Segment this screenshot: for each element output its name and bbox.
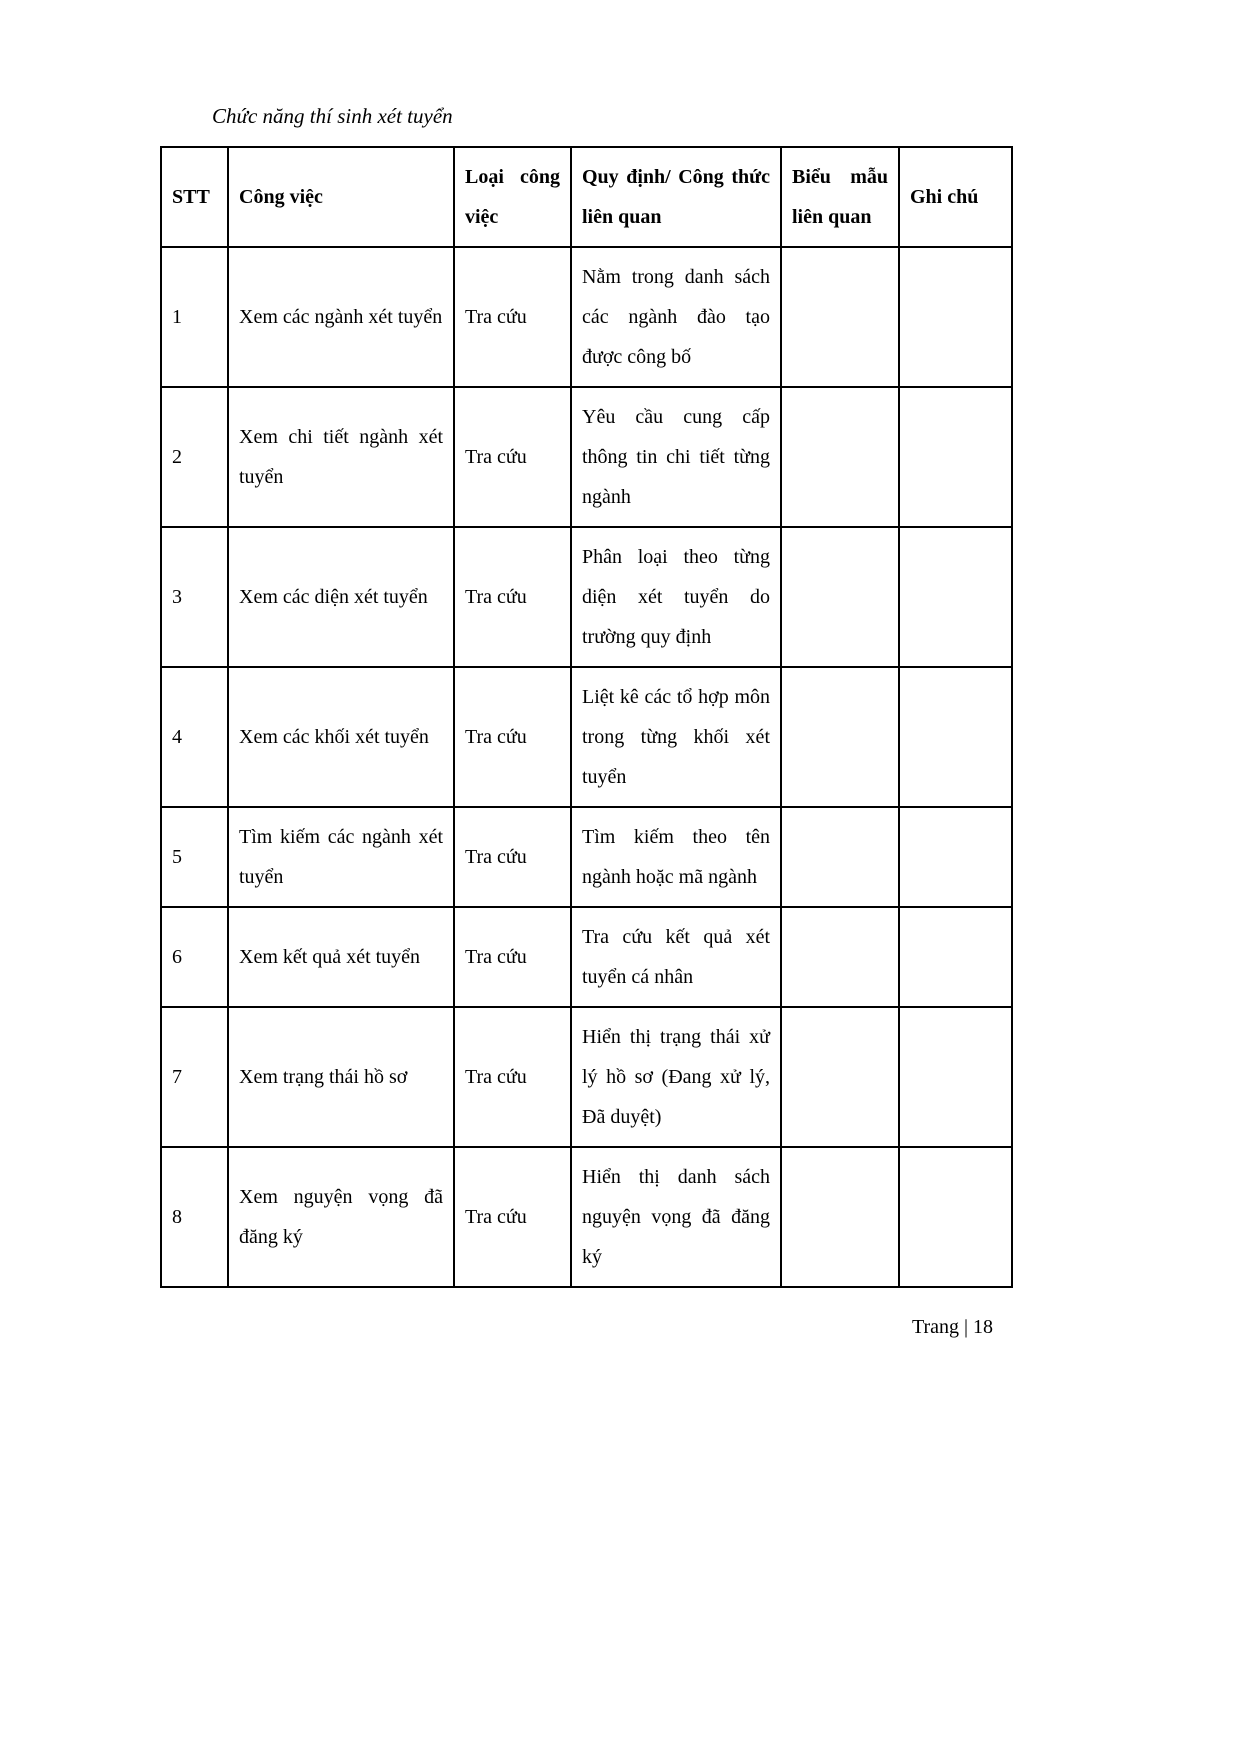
cell-quy-dinh: Yêu cầu cung cấp thông tin chi tiết từng ngành <box>571 387 781 527</box>
cell-loai-cong-viec: Tra cứu <box>454 527 571 667</box>
cell-bieu-mau <box>781 247 899 387</box>
cell-stt: 2 <box>161 387 228 527</box>
cell-quy-dinh: Tra cứu kết quả xét tuyển cá nhân <box>571 907 781 1007</box>
page-number: Trang | 18 <box>911 1316 993 1339</box>
table-row <box>161 1007 1012 1147</box>
cell-loai-cong-viec: Tra cứu <box>454 667 571 807</box>
cell-ghi-chu <box>899 907 1012 1007</box>
cell-cong-viec: Xem kết quả xét tuyển <box>228 907 454 1007</box>
cell-cong-viec: Xem trạng thái hồ sơ <box>228 1007 454 1147</box>
cell-cong-viec: Xem chi tiết ngành xét tuyển <box>228 387 454 527</box>
cell-stt: 7 <box>161 1007 228 1147</box>
cell-stt: 3 <box>161 527 228 667</box>
header-stt: STT <box>161 147 228 247</box>
header-cong-viec: Công việc <box>228 147 454 247</box>
cell-loai-cong-viec: Tra cứu <box>454 907 571 1007</box>
header-loai-cong-viec: Loại công việc <box>454 147 571 247</box>
cell-stt: 4 <box>161 667 228 807</box>
cell-ghi-chu <box>899 1007 1012 1147</box>
table-body <box>161 247 1012 1287</box>
table-row <box>161 667 1012 807</box>
table-row <box>161 247 1012 387</box>
cell-ghi-chu <box>899 387 1012 527</box>
header-quy-dinh: Quy định/ Công thức liên quan <box>571 147 781 247</box>
cell-quy-dinh: Hiển thị trạng thái xử lý hồ sơ (Đang xử lý, Đã duyệt) <box>571 1007 781 1147</box>
table-row <box>161 387 1012 527</box>
cell-stt: 1 <box>161 247 228 387</box>
cell-loai-cong-viec: Tra cứu <box>454 807 571 907</box>
cell-ghi-chu <box>899 247 1012 387</box>
cell-bieu-mau <box>781 1147 899 1287</box>
table-row <box>161 527 1012 667</box>
cell-ghi-chu <box>899 807 1012 907</box>
cell-bieu-mau <box>781 907 899 1007</box>
cell-bieu-mau <box>781 1007 899 1147</box>
functions-table <box>160 146 1013 1288</box>
cell-stt: 8 <box>161 1147 228 1287</box>
cell-cong-viec: Xem các diện xét tuyển <box>228 527 454 667</box>
cell-loai-cong-viec: Tra cứu <box>454 387 571 527</box>
cell-bieu-mau <box>781 527 899 667</box>
cell-loai-cong-viec: Tra cứu <box>454 247 571 387</box>
cell-cong-viec: Xem nguyện vọng đã đăng ký <box>228 1147 454 1287</box>
cell-cong-viec: Tìm kiếm các ngành xét tuyển <box>228 807 454 907</box>
cell-cong-viec: Xem các ngành xét tuyển <box>228 247 454 387</box>
cell-stt: 6 <box>161 907 228 1007</box>
cell-loai-cong-viec: Tra cứu <box>454 1007 571 1147</box>
header-ghi-chu: Ghi chú <box>899 147 1012 247</box>
table-header <box>161 147 1012 247</box>
cell-ghi-chu <box>899 1147 1012 1287</box>
cell-loai-cong-viec: Tra cứu <box>454 1147 571 1287</box>
cell-cong-viec: Xem các khối xét tuyển <box>228 667 454 807</box>
header-row <box>161 147 1012 247</box>
table-row <box>161 1147 1012 1287</box>
cell-quy-dinh: Phân loại theo từng diện xét tuyển do trường quy định <box>571 527 781 667</box>
cell-quy-dinh: Hiển thị danh sách nguyện vọng đã đăng ký <box>571 1147 781 1287</box>
cell-ghi-chu <box>899 667 1012 807</box>
cell-bieu-mau <box>781 387 899 527</box>
cell-stt: 5 <box>161 807 228 907</box>
header-bieu-mau: Biểu mẫu liên quan <box>781 147 899 247</box>
cell-bieu-mau <box>781 807 899 907</box>
page-title: Chức năng thí sinh xét tuyển <box>212 104 453 128</box>
table-row <box>161 807 1012 907</box>
table-row <box>161 907 1012 1007</box>
cell-quy-dinh: Tìm kiếm theo tên ngành hoặc mã ngành <box>571 807 781 907</box>
cell-ghi-chu <box>899 527 1012 667</box>
cell-quy-dinh: Liệt kê các tổ hợp môn trong từng khối xét tuyển <box>571 667 781 807</box>
cell-quy-dinh: Nằm trong danh sách các ngành đào tạo được công bố <box>571 247 781 387</box>
cell-bieu-mau <box>781 667 899 807</box>
